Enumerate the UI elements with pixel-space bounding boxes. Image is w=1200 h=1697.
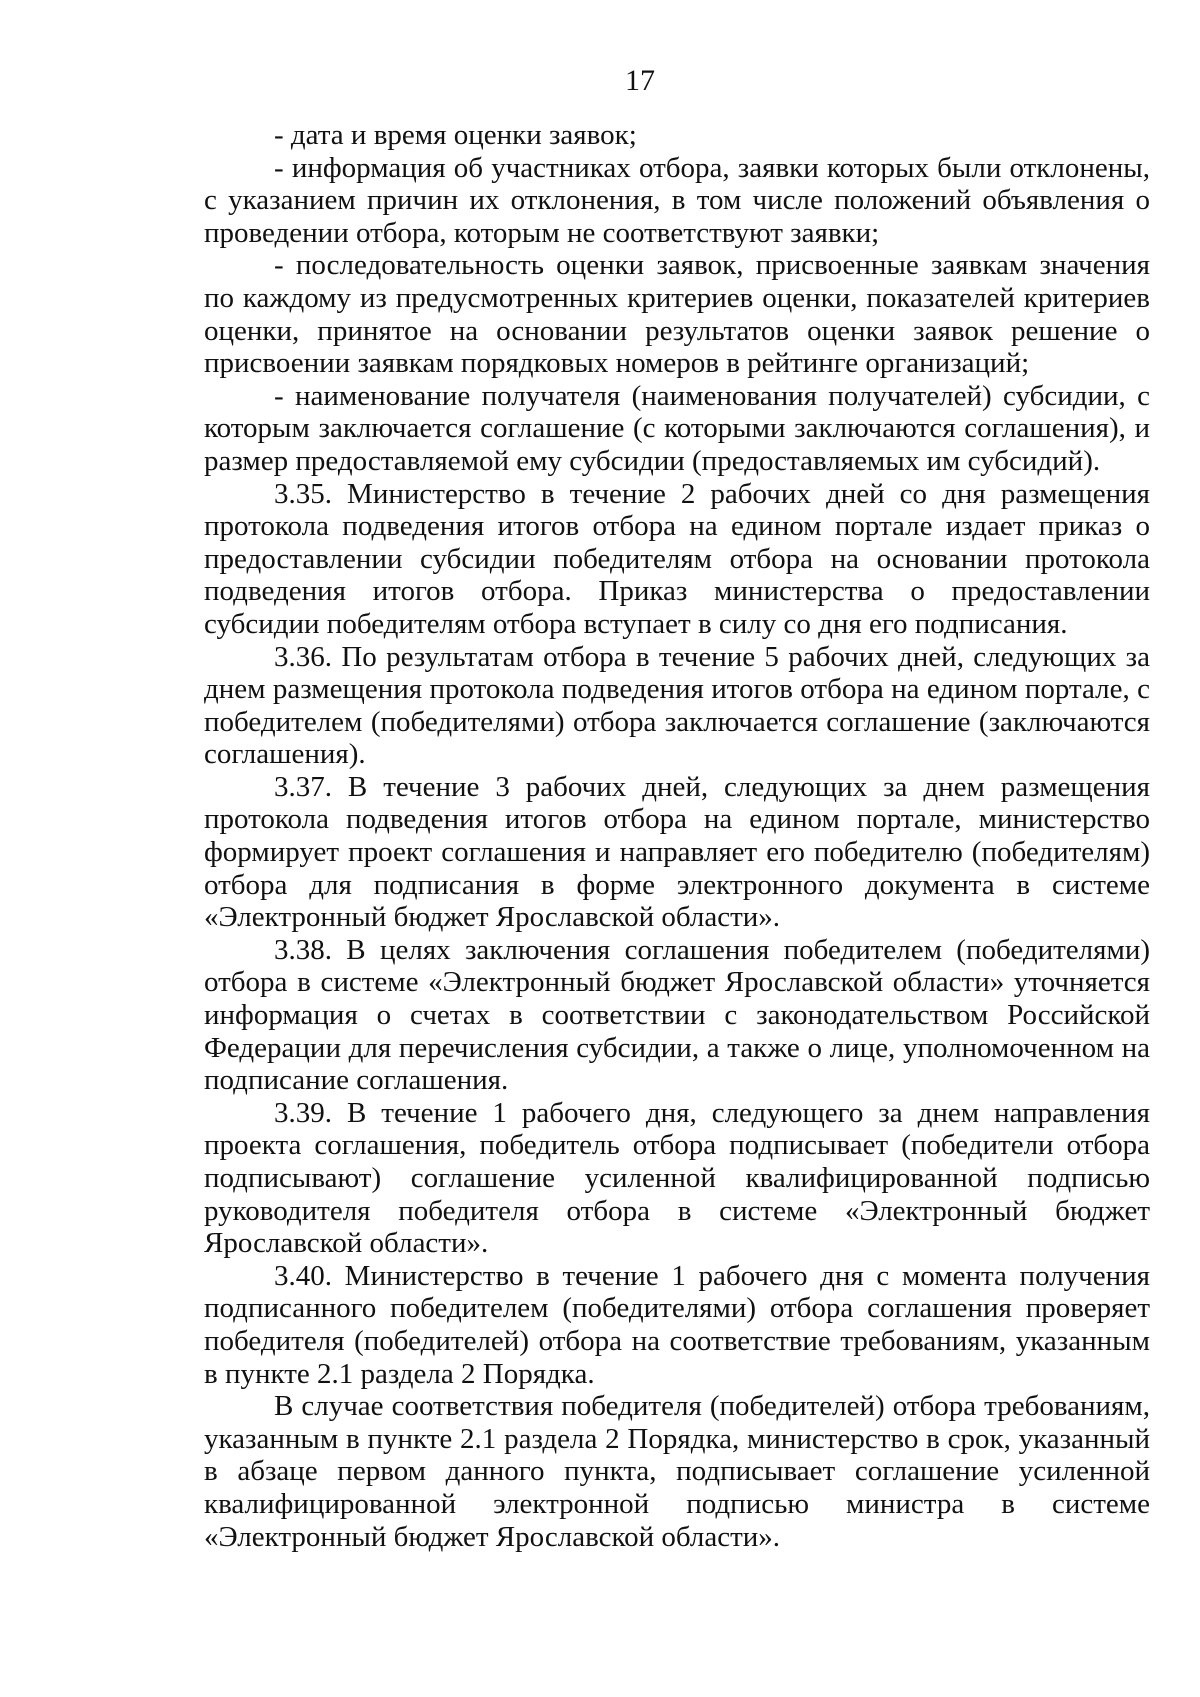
page-number: 17 (625, 64, 655, 97)
paragraph-evaluation-date: - дата и время оценки заявок; (274, 119, 637, 151)
paragraph-clause-3-36: 3.36. По результатам отбора в течение 5 рабочих дней, следующих за днем размещения протокола подведения итогов отбора на едином портале, с победителем (победителями) отбора заключается соглашение (заключаются соглашения). (204, 640, 1150, 771)
paragraph-evaluation-sequence: - последовательность оценки заявок, присвоенные заявкам значения по каждому из предусмотренных критериев оценки, показателей критериев оценки, принятое на основании результатов оценки заявок решение о присвоении заявкам порядковых номеров в рейтинге организаций; (204, 249, 1150, 380)
paragraph-compliance-case: В случае соответствия победителя (победителей) отбора требованиям, указанным в пункте 2.1 раздела 2 Порядка, министерство в срок, указанный в абзаце первом данного пункта, подписывает соглашение усиленной квалифицированной электронной подписью министра в системе «Электронный бюджет Ярославской области». (204, 1390, 1150, 1553)
paragraph-recipient-name: - наименование получателя (наименования получателей) субсидии, с которым заключается соглашение (с которыми заключаются соглашения), и размер предоставляемой ему субсидии (предоставляемых им субсидий). (204, 379, 1150, 477)
paragraph-clause-3-39: 3.39. В течение 1 рабочего дня, следующего за днем направления проекта соглашения, победитель отбора подписывает (победители отбора подписывают) соглашение усиленной квалифицированной подписью руководителя победителя отбора в системе «Электронный бюджет Ярославской области». (204, 1096, 1150, 1260)
paragraph-clause-3-35: 3.35. Министерство в течение 2 рабочих дней со дня размещения протокола подведения итогов отбора на едином портале издает приказ о предоставлении субсидии победителям отбора на основании протокола подведения итогов отбора. Приказ министерства о предоставлении субсидии победителям отбора вступает в силу со дня его подписания. (204, 477, 1150, 640)
paragraph-clause-3-40: 3.40. Министерство в течение 1 рабочего дня с момента получения подписанного победителем (победителями) отбора соглашения проверяет победителя (победителей) отбора на соответствие требованиям, указанным в пункте 2.1 раздела 2 Порядка. (204, 1259, 1150, 1390)
paragraph-clause-3-37: 3.37. В течение 3 рабочих дней, следующих за днем размещения протокола подведения итогов отбора на едином портале, министерство формирует проект соглашения и направляет его победителю (победителям) отбора для подписания в форме электронного документа в системе «Электронный бюджет Ярославской области». (204, 770, 1150, 934)
paragraph-rejected-participants: - информация об участниках отбора, заявки которых были отклонены, с указанием причин их отклонения, в том числе положений объявления о проведении отбора, которым не соответствуют заявки; (204, 151, 1150, 249)
document-body (204, 119, 1150, 1553)
paragraph-clause-3-38: 3.38. В целях заключения соглашения победителем (победителями) отбора в системе «Электронный бюджет Ярославской области» уточняется информация о счетах в соответствии с законодательством Российской Федерации для перечисления субсидии, а также о лице, уполномоченном на подписание соглашения. (204, 933, 1150, 1097)
